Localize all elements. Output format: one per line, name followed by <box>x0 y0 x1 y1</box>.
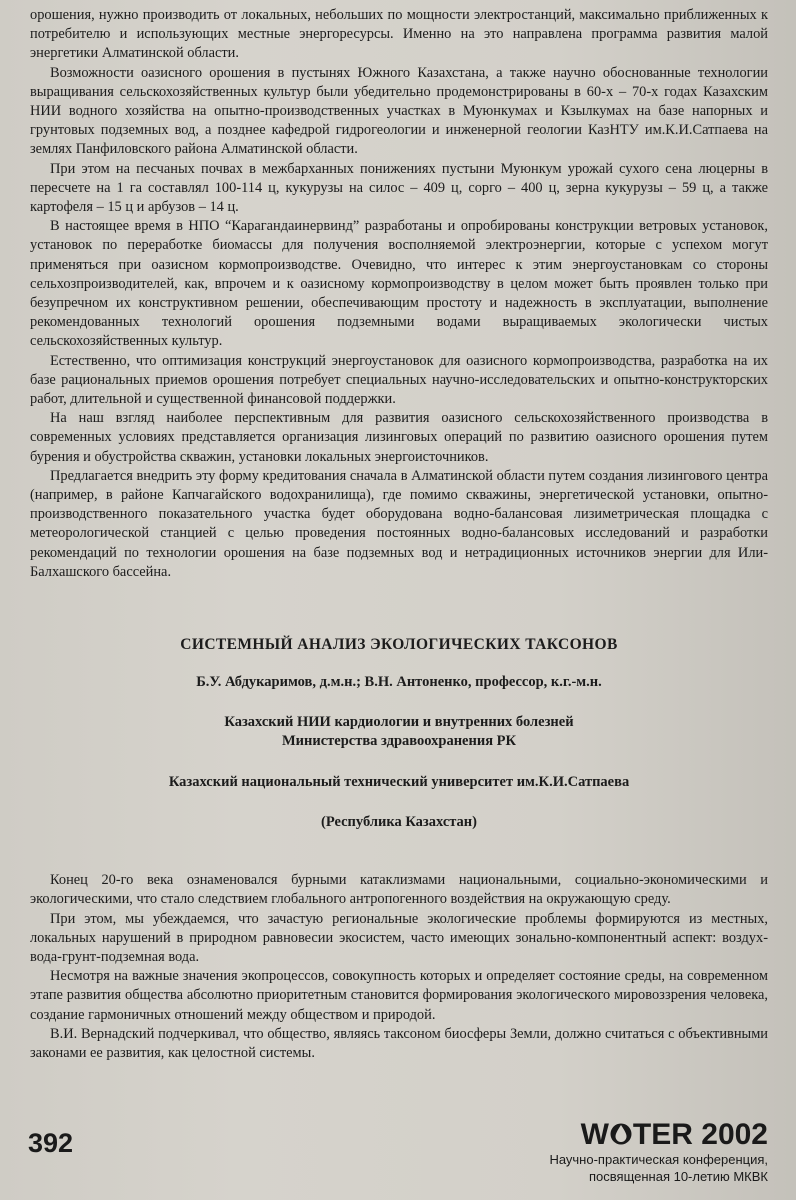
article-paragraph: При этом, мы убеждаемся, что зачастую региональные экологические проблемы формируются из местных, локальных нарушений в природном равновесии экосистем, часто имеющих зонально-компонентный аспект: воздух-вода-грунт-подземная вода. <box>30 910 768 965</box>
article-authors: Б.У. Абдукаримов, д.м.н.; В.Н. Антоненко, профессор, к.г.-м.н. <box>196 674 602 691</box>
brand-rest: TER 2002 <box>632 1118 768 1151</box>
body-paragraph: Возможности оазисного орошения в пустынях Южного Казахстана, а также научно обоснованные технологии выращивания сельскохозяйственных культур были убедительно продемонстрированы в 60-х – 70-х годах Казахским НИИ водного хозяйства на опытно-производственных участках в Муюнкумах и Кзылкумах на базе напорных и грунтовых подземных вод, а позднее кафедрой гидрогеологии и инженерной геологии КазНТУ им.К.И.Сатпаева на землях Панфиловского района Алматинской области. <box>30 64 768 158</box>
page-footer <box>0 1120 796 1200</box>
water-drop-icon <box>610 1120 632 1146</box>
conference-subtitle-2: посвященная 10-летию МКВК <box>589 1169 768 1184</box>
article-header <box>30 636 768 831</box>
article-paragraph: Несмотря на важные значения экопроцессов, совокупность которых и определяет состояние среды, на современном этапе развития общества абсолютно приоритетным становится формирования экологического мировоззрения человека, создание гармоничных отношений между обществом и природой. <box>30 968 768 1023</box>
conference-brand <box>549 1120 768 1184</box>
article-paragraph: В.И. Вернадский подчеркивал, что общество, являясь таксоном биосферы Земли, должно считаться с объективными законами ее развития, как целостной системы. <box>30 1025 768 1061</box>
conference-subtitle-1: Научно-практическая конференция, <box>549 1152 768 1167</box>
top-section <box>30 6 768 582</box>
body-paragraph: Естественно, что оптимизация конструкций энергоустановок для оазисного кормопроизводства, разработка на их базе рациональных приемов орошения потребует специальных научно-исследовательских и опытно-конструкторских работ, длительной и существенной финансовой поддержки. <box>30 352 768 408</box>
brand-w: W <box>580 1118 609 1151</box>
article-body <box>30 871 768 1063</box>
affiliation-1-line-1: Казахский НИИ кардиологии и внутренних болезней <box>224 714 574 731</box>
page-number: 392 <box>28 1128 74 1158</box>
article-title: СИСТЕМНЫЙ АНАЛИЗ ЭКОЛОГИЧЕСКИХ ТАКСОНОВ <box>180 636 618 654</box>
affiliation-1 <box>30 713 768 751</box>
affiliation-2: Казахский национальный технический университет им.К.И.Сатпаева <box>168 774 630 791</box>
body-paragraph: На наш взгляд наиболее перспективным для развития оазисного сельскохозяйственного производства в современных условиях представляется организация лизинговых операций по развитию оазисного орошения путем бурения и обустройства скважин, установки локальных энергоисточников. <box>30 410 768 465</box>
brand-logo <box>549 1120 768 1150</box>
body-paragraph: В настоящее время в НПО “Карагандаинервинд” разработаны и опробированы конструкции ветровых установок, установок по переработке биомассы для получения восполняемой электроэнергии, которые с успехом могут применяться при оазисном кормопроизводстве. Очевидно, что интерес к этим энергоустановкам со стороны сельхозпроизводителей, как, впрочем и к оазисному кормопроизводству в целом может быть проявлен только при безупречном их конструктивном решении, обеспечивающим простоту и надежность в эксплуатации, выполнение рекомендованных технологий орошения подземными водами выращиваемых экологически чистых сельскохозяйственных культур. <box>30 218 768 350</box>
article-paragraph: Конец 20-го века ознаменовался бурными катаклизмами национальными, социально-экономическими и экологическими, что стало следствием глобального антропогенного воздействия на окружающую среду. <box>30 872 768 908</box>
body-paragraph: орошения, нужно производить от локальных, небольших по мощности электростанций, максимально приближенных к потребителю и использующих местные энергоресурсы. Именно на это направлена программа развития малой энергетики Алматинской области. <box>30 7 768 62</box>
body-paragraph: При этом на песчаных почвах в межбарханных понижениях пустыни Муюнкум урожай сухого сена люцерны в пересчете на 1 га составлял 100-114 ц, кукурузы на силос – 409 ц, сорго – 400 ц, зерна кукурузы – 59 ц, а также картофеля – 15 ц и арбузов – 14 ц. <box>30 160 768 216</box>
article-country: (Республика Казахстан) <box>321 814 477 831</box>
affiliation-1-line-2: Министерства здравоохранения РК <box>281 733 517 750</box>
body-paragraph: Предлагается внедрить эту форму кредитования сначала в Алматинской области путем создания лизингового центра (например, в районе Капчагайского водохранилища), где помимо скважины, энергетической установки, опытно-производственного показательного участка будет оборудована водно-балансовая лизиметрическая площадка с метеорологической станцией с целью проведения постоянных водно-балансовых исследований и разработки рекомендаций по технологии орошения на базе подземных вод и нетрадиционных источников энергии для Или-Балхашского бассейна. <box>30 467 768 580</box>
